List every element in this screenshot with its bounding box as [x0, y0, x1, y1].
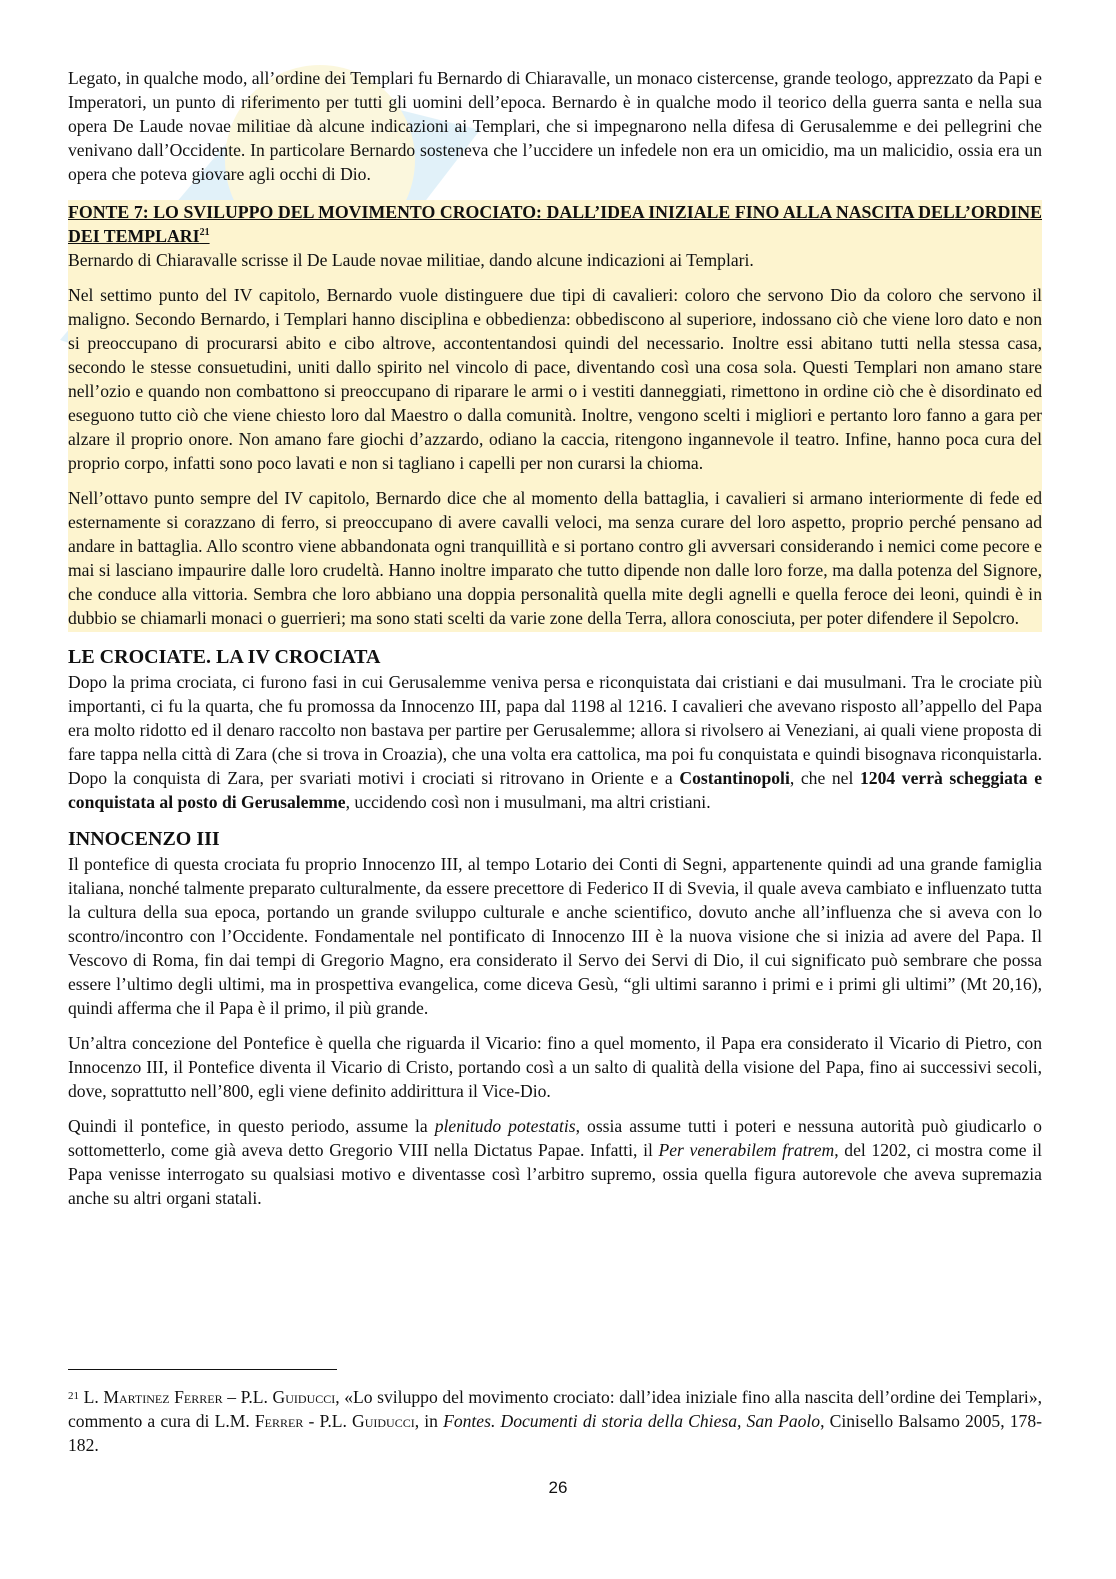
source-intro: Bernardo di Chiaravalle scrisse il De Laude novae militiae, dando alcune indicazioni ai Templari.	[68, 250, 754, 270]
source-title: FONTE 7: LO SVILUPPO DEL MOVIMENTO CROCIATO: DALL’IDEA INIZIALE FINO ALLA NASCITA DELL’ORDINE DEI TEMPLARI$^{21}$	[68, 202, 1042, 246]
source-box	[68, 200, 1042, 632]
page-number: 26	[548, 1478, 568, 1497]
section-heading-crociate: LE CROCIATE. LA IV CROCIATA	[68, 646, 381, 668]
source-paragraph: Nel settimo punto del IV capitolo, Bernardo vuole distinguere due tipi di cavalieri: coloro che servono Dio da coloro che servono il maligno. Secondo Bernardo, i Templari hanno disciplina e obbedienza: obbediscono al superiore, indossano ciò che viene loro dato e non si preoccupano di procurarsi abito e cibo altrove, accontentandosi quindi del necessario. Inoltre essi abitano tutti nella stessa casa, secondo le stesse consuetudini, uniti dallo spirito nel vincolo di pace, diventando così una cosa sola. Questi Templari non amano stare nell’ozio e quando non combattono si preoccupano di riparare le armi o i vestiti danneggiati, rimettono in ordine ciò che è disordinato ed eseguono tutto ciò che viene chiesto loro dal Maestro o dalla comunità. Inoltre, vengono scelti i migliori e pertanto loro fanno a gara per alzare il proprio onore. Non amano fare giochi d’azzardo, odiano la caccia, ritengono ingannevole il teatro. Infine, hanno poca cura del proprio corpo, infatti sono poco lavati e non si tagliano i capelli per non curarsi la chioma.	[68, 285, 1042, 473]
document-body	[68, 66, 1042, 1210]
footnote-number: 21	[68, 1390, 79, 1402]
innocenzo-paragraph: Un’altra concezione del Pontefice è quella che riguarda il Vicario: fino a quel momento, il Papa era considerato il Vicario di Pietro, con Innocenzo III, il Pontefice diventa il Vicario di Cristo, portando così a un salto di qualità della visione del Papa, fino ai successivi secoli, dove, soprattutto nell’800, egli viene definito addirittura il Vice-Dio.	[68, 1033, 1042, 1101]
footnote: $^{21}$ L. Martinez Ferrer – P.L. Guiducci, «Lo sviluppo del movimento crociato: dall’idea iniziale fino alla nascita dell’ordine dei Templari», commento a cura di L.M. Ferrer - P.L. Guiducci, in Fontes. Documenti di storia della Chiesa, San Paolo, Cinisello Balsamo 2005, 178-182.	[68, 1387, 1043, 1455]
crociate-paragraph: Dopo la prima crociata, ci furono fasi in cui Gerusalemme veniva persa e riconquistata dai cristiani e dai musulmani. Tra le crociate più importanti, ci fu la quarta, che fu promossa da Innocenzo III, papa dal 1198 al 1216. I cavalieri che avevano risposto all’appello del Papa era molto ridotto ed il denaro raccolto non bastava per partire per Gerusalemme; allora si rivolsero ai Veneziani, ai quali viene proposta di fare tappa nella città di Zara (che si trova in Croazia), che una volta era cattolica, ma poi fu conquistata e quindi bisognava riconquistarla. Dopo la conquista di Zara, per svariati motivi i crociati si ritrovano in Oriente e a Costantinopoli, che nel 1204 verrà scheggiata e conquistata al posto di Gerusalemme, uccidendo così non i musulmani, ma altri cristiani.	[68, 672, 1043, 812]
section-heading-innocenzo: INNOCENZO III	[68, 828, 220, 850]
innocenzo-paragraph: Il pontefice di questa crociata fu proprio Innocenzo III, al tempo Lotario dei Conti di Segni, appartenente quindi ad una grande famiglia italiana, nonché talmente preparato culturalmente, da essere precettore di Federico II di Svevia, il quale aveva cambiato e influenzato tutta la cultura della sua epoca, portando un grande sviluppo culturale e anche scientifico, dovuto anche all’influenza che si aveva con lo scontro/incontro con l’Occidente. Fondamentale nel pontificato di Innocenzo III è la nuova visione che si inizia ad avere del Papa. Il Vescovo di Roma, fin dai tempi di Gregorio Magno, era considerato il Servo dei Servi di Dio, il cui significato può sembrare che possa essere l’ultimo degli ultimi, ma in prospettiva evangelica, come diceva Gesù, “gli ultimi saranno i primi e i primi gli ultimi” (Mt 20,16), quindi afferma che il Papa è il primo, il più grande.	[68, 854, 1042, 1018]
source-paragraph: Nell’ottavo punto sempre del IV capitolo, Bernardo dice che al momento della battaglia, i cavalieri si armano interiormente di fede ed esternamente si corazzano di ferro, si preoccupano di avere cavalli veloci, ma senza curare del loro aspetto, proprio perché pensano ad andare in battaglia. Allo scontro viene abbandonata ogni tranquillità e si portano contro gli avversari considerando i nemici come pecore e mai si lasciano impaurire dalle loro crudeltà. Hanno inoltre imparato che tutto dipende non dalle loro forze, ma dalla potenza del Signore, che conduce alla vittoria. Sembra che loro abbiano una doppia personalità quella mite degli agnelli e quella feroce dei leoni, quindi è in dubbio se chiamarli monaci o guerrieri; ma sono stati scelti da varie zone della Terra, allora conosciuta, per poter difendere il Sepolcro.	[68, 488, 1042, 628]
footnote-ref[interactable]: 21	[199, 227, 210, 239]
innocenzo-paragraph: Quindi il pontefice, in questo periodo, assume la plenitudo potestatis, ossia assume tutti i poteri e nessuna autorità può giudicarlo o sottometterlo, come già aveva detto Gregorio VIII nella Dictatus Papae. Infatti, il Per venerabilem fratrem, del 1202, ci mostra come il Papa venisse interrogato su qualsiasi motivo e diventasse così l’arbitro supremo, ossia quella figura autorevole che aveva supremazia anche su altri organi statali.	[68, 1116, 1042, 1208]
intro-paragraph: Legato, in qualche modo, all’ordine dei Templari fu Bernardo di Chiaravalle, un monaco cistercense, grande teologo, apprezzato da Papi e Imperatori, un punto di riferimento per tutti gli uomini dell’epoca. Bernardo è in qualche modo il teorico della guerra santa e nella sua opera De Laude novae militiae dà alcune indicazioni ai Templari, che si impegnarono nella difesa di Gerusalemme e dei pellegrini che venivano dall’Occidente. In particolare Bernardo sosteneva che l’uccidere un infedele non era un omicidio, ma un malicidio, ossia era un opera che poteva giovare agli occhi di Dio.	[68, 68, 1042, 184]
footnote-separator	[68, 1369, 337, 1370]
